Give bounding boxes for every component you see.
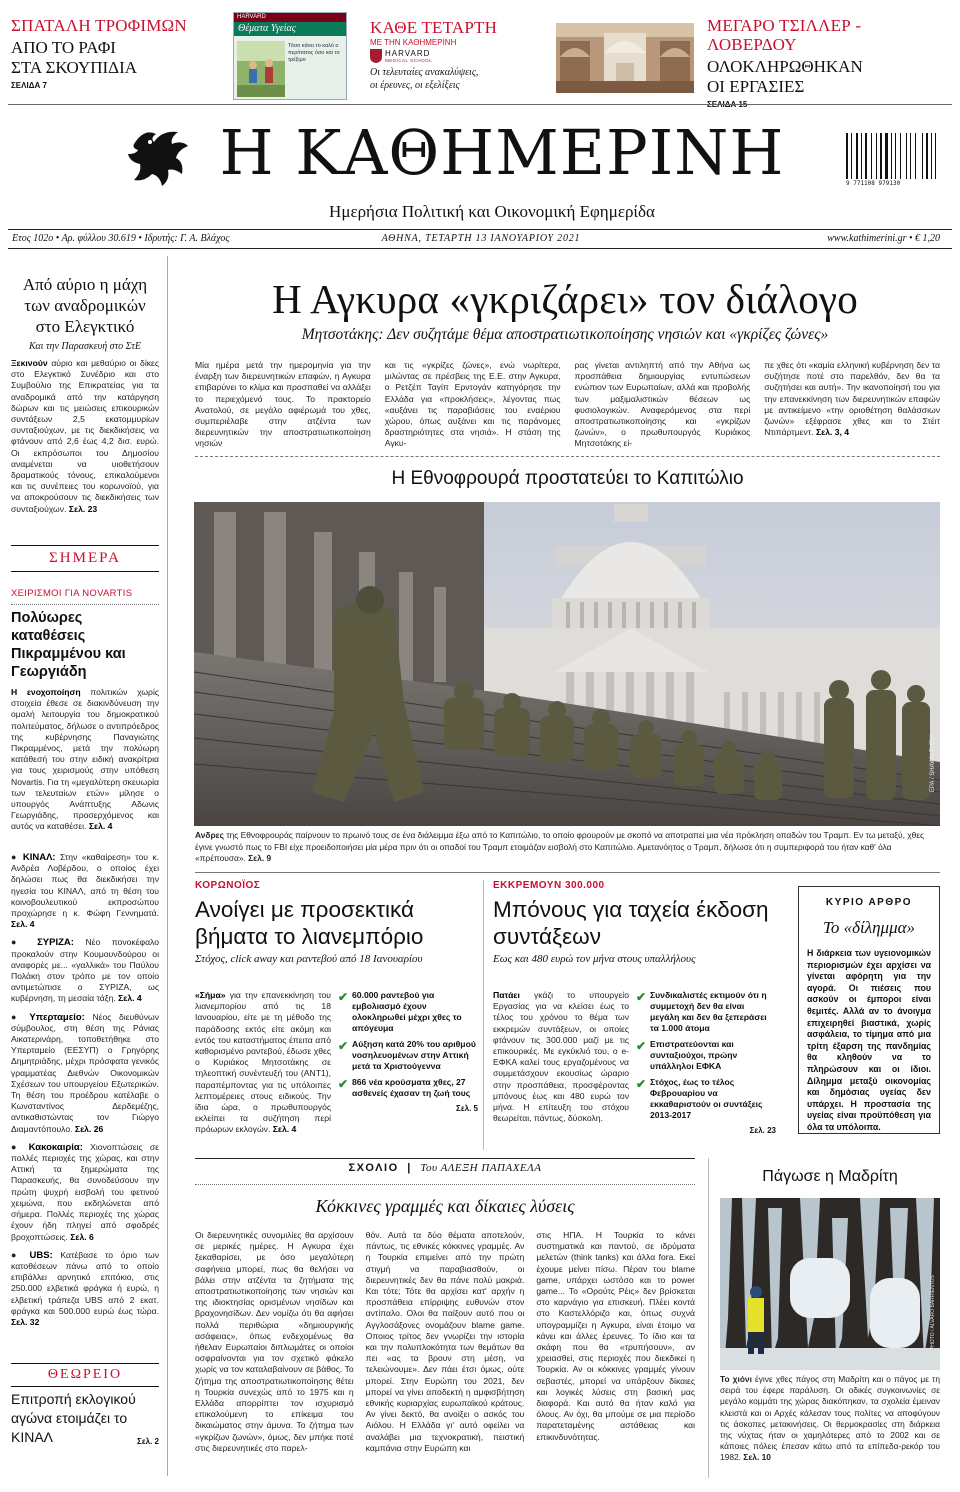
madrid-story-title[interactable]: Πάγωσε η Μαδρίτη	[762, 1168, 898, 1185]
checklist-text: Συνδικαλιστές εκτιμούν ότι η συμμετοχή δεν θα είναι μεγάλη και δεν θα ξεπεράσει τα 1.000 άτομα	[650, 990, 767, 1033]
lead-word: Ξεκινούν	[11, 358, 48, 368]
brief-head: UBS:	[29, 1249, 53, 1261]
barcode-bar	[871, 133, 872, 179]
barcode-bar	[902, 133, 905, 179]
page-ref: Σελ. 4	[272, 1124, 297, 1135]
teaser-subtitle-line: ΜΕ ΤΗΝ ΚΑΘΗΜΕΡΙΝΗ	[370, 38, 457, 47]
brief-text: Νέο πονοκέφαλο προκαλούν στην Κουμουνδούρου οι αναφορές με... «γαλλικά» του Παύλου Πολάκη στον τρόπο με τον οποίο αντιμετώπισε ο ΣΥΡΙΖΑ, ως κυβέρνηση, τη μεσαία τάξη.	[11, 937, 160, 1004]
editorial-label: ΚΥΡΙΟ ΑΡΘΡΟ	[825, 897, 913, 908]
body-text: πολιτικών χωρίς στοιχεία έθεσε σε διακινδύνευση την ομαλή λειτουργία του δημοκρατικού πολιτεύματος, δήλωσε ο αντιπρόεδρος της κυβέρνησης Παναγιώτης Πικραμμένος, μετά την πολύωρη κατάθεσή του στην ειδική ανακρίτρια για τους χειρισμούς στην υπόθεση Novartis. Για τη «μεγαλύτερη σκευωρία των τελευταίων ετών» μίλησε ο υπουργός Ανάπτυξης Αδωνις Γεωργιάδης, προσερχόμενος και αυτός να καταθέσει.	[11, 687, 159, 832]
story-headline: Ανοίγει με προσεκτικά βήματα το λιανεμπόριο	[195, 897, 424, 949]
divider	[11, 1363, 159, 1364]
comment-label-row	[195, 1162, 695, 1174]
comment-column: θόν. Αυτά τα δύο θέματα αποτελούν, πάντως, τις εθνικές κόκκινες γραμμές. Αν η Τουρκία επιμείνει από την πρώτη στιγμή να παραβιασθούν, οι διερευνητικές δεν θα πάνε πολύ μακριά. Και τότε; Τότε θα αρχίσει κατ' αρχήν η προσπάθεια επίρριψης ευθυνών στον αντίπαλο. Ολοι θα παίξουν αυτό που οι Αγγλοσάξονες ονομάζουν blame game. Οποιος τρίτος δεν γνωρίζει την ιστορία και την πολυπλοκότητα των θεμάτων θα πει «ας τα βρουν στη μέση, να τελειώνουμε». Δεν πάει έτσι όμως, ούτε μπορεί. Στην Ευρώπη του 2021, δεν μπορεί να γίνει αποδεκτή η αμφισβήτηση εθνικής κυριαρχίας ευρωπαϊκού κράτους. Αν γίνει δεκτό, θα ανοίξει ο ασκός του Αιόλου. Η Ελλάδα γι' αυτό οφείλει να αναλάβει μια τεχνοκρατική, πειστική καμπάνια στην Ευρώπη και	[365, 1230, 525, 1453]
divider	[8, 248, 952, 249]
insert-cover-brand: HARVARD	[234, 13, 346, 22]
issue-date: ΑΘΗΝΑ, ΤΕΤΑΡΤΗ 13 ΙΑΝΟΥΑΡΙΟΥ 2021	[381, 233, 581, 244]
barcode-bar	[889, 133, 890, 179]
checklist-text: 60.000 ραντεβού για εμβολιασμό έχουν ολοκληρωθεί μέχρι χθες το απόγευμα	[352, 990, 462, 1033]
checkmark-icon: ✔	[338, 1077, 349, 1091]
left-lead-story[interactable]	[11, 274, 159, 515]
editorial-body: Η διάρκεια των υγειονομικών περιορισμών έχει αρχίσει να γίνεται αφόρητη για την αγορά. Οι πιέσεις που ασκούν οι έμποροι είναι θεμιτές. Αλλά αν το άνοιγμα επιχειρηθεί βιαστικά, χωρίς ασφάλεια, το τίμημα από μια τρίτη έξαρση της πανδημίας θα κληθούν να το πληρώσουν και οι ίδιοι. Δίλημμα μεταξύ οικονομίας και δημόσιας υγείας δεν υπάρχει. Η προστασία της υγείας είναι προϋπόθεση για όλα τα υπόλοιπα.	[807, 948, 931, 1132]
story-subhead: Στόχος, click away και ραντεβού από 18 Ιανουαρίου	[195, 953, 423, 965]
story-subhead: Εως και 480 ευρώ τον μήνα στους υπαλλήλους	[493, 953, 696, 965]
barcode-number: 9 771108 979130	[846, 180, 901, 187]
teaser-text-line: Οι τελευταίες ανακαλύψεις,	[370, 67, 479, 78]
barcode-bar	[922, 133, 923, 179]
checklist-text: 866 νέα κρούσματα χθες, 27 ασθενείς έχασαν τη ζωή τους	[352, 1077, 471, 1098]
pensions-checklist	[636, 990, 776, 1135]
madrid-caption	[720, 1374, 940, 1464]
teaser-subtitle-line: ΟΙ ΕΡΓΑΣΙΕΣ	[707, 77, 805, 96]
covid-checklist	[338, 990, 478, 1113]
label-separator: |	[407, 1162, 412, 1174]
checklist-item	[636, 990, 776, 1034]
barcode-bar	[846, 133, 848, 179]
checklist-item	[338, 1039, 478, 1072]
barcode-bar	[937, 133, 938, 179]
barcode-bar	[900, 133, 901, 179]
news-brief[interactable]	[11, 1142, 159, 1243]
editorial-box[interactable]	[798, 886, 940, 1134]
frozen-madrid-photo[interactable]	[720, 1198, 940, 1370]
checkmark-icon: ✔	[636, 1077, 647, 1091]
barcode-bar	[883, 133, 884, 179]
barcode-bar	[891, 133, 893, 179]
body-text: γκάζι το υπουργείο Εργασίας για να κλείσει έως το τέλος του χρόνου το θέμα των εκκρεμών συντάξεων, οι οποίες φτάνουν τις 300.000 μαζί με τις επικουρικές. Με εγκύκλιό του, ο e-ΕΦΚΑ καλεί τους εργαζομένους να συμμετάσχουν εκουσίως ώραριο στην προσπάθεια, προσφέροντας μπόνους έως και 480 ευρώ τον μήνα. Η επίτευξη του στόχου θεωρείται, πάντως, δύσκολη.	[493, 990, 629, 1124]
page-ref: Σελ. 23	[68, 503, 98, 514]
harvard-brand-sub: MEDICAL SCHOOL	[385, 58, 433, 63]
insert-cover-thumbnail[interactable]	[233, 12, 347, 100]
news-brief[interactable]	[11, 937, 159, 1004]
bullet-icon: ●	[11, 852, 23, 862]
divider	[195, 456, 940, 457]
photo-credit: EPA / SHAWN THEW	[930, 734, 936, 792]
story-headline: Μπόνους για ταχεία έκδοση συντάξεων	[493, 897, 769, 949]
story-headline: Επιτροπή εκλογικού αγώνα ετοιμάζει το ΚΙΝΑΛ	[11, 1391, 136, 1445]
divider	[11, 604, 159, 605]
barcode-bar	[853, 133, 855, 179]
pensions-story[interactable]	[493, 880, 783, 965]
teaser-subtitle-line: ΣΤΑ ΣΚΟΥΠΙΔΙΑ	[11, 58, 138, 77]
teaser-page-ref: ΣΕΛΙΔΑ 7	[11, 81, 47, 90]
bullet-icon: ●	[11, 937, 38, 948]
lead-word: Η ενοχοποίηση	[11, 687, 81, 697]
barcode-bar	[906, 133, 907, 179]
section-label-today: ΣΗΜΕΡΑ	[49, 550, 121, 566]
capitol-national-guard-photo[interactable]	[194, 502, 940, 826]
insert-cover-text: Τόσο κάνει το καλό ο περίπατος όσο και το τρέξιμο	[288, 43, 340, 63]
left-lead-body	[11, 358, 159, 515]
page-ref: Σελ. 6	[70, 1231, 94, 1242]
bullet-icon: ●	[11, 1141, 29, 1152]
story-headline: Πολύωρες καταθέσεις Πικραμμένου και Γεωργιάδη	[11, 610, 126, 680]
checklist-item	[636, 1039, 776, 1072]
divider	[195, 1184, 695, 1185]
barcode-bar	[878, 133, 879, 179]
comment-author: Του ΑΛΕΞΗ ΠΑΠΑΧΕΛΑ	[420, 1162, 542, 1174]
page-ref: Σελ. 5	[456, 1104, 478, 1113]
comment-column: στις ΗΠΑ. Η Τουρκία το κάνει συστηματικά και παντού, σε ιδρύματα μελετών (think tanks) και άλλα fora. Εκεί έχουμε μείνει πίσω. Πέραν του blame game, υπάρχει ωστόσο και το power game... Το «Ορούτς Ρέις» δεν βρίσκεται στο καρνάγιο για επισκευή. Πλέει κοντά στο Καστελλόριζο και, όπως συχνά υπογραμμίζει η Αγκυρα, είναι έτοιμο να κάνει και άλλες έρευνες. Το ίδιο και τα σκάφη που θα «τρυπήσουν», αν χρειασθεί, στις περιοχές που διεκδικεί η Τουρκία. Αν οι κόκκινες γραμμές γίνουν σεβαστές, μπορεί να υπάρξουν δίκαιες και λογικές λύσεις στη βασική μας διαφορά. Και αυτό θα ήταν καλό για όλους. Αν όχι, θα μπούμε σε μια περίοδο παρατεταμένης αστάθειας και επικινδυνότητας.	[536, 1230, 696, 1442]
story-kicker: ΚΟΡΩΝΟΪΟΣ	[195, 880, 261, 891]
brief-text: Στην «καθαίρεση» του κ. Ανδρέα Λοβέρδου, ο οποίος έχει δηλώσει πως θα διεκδικήσει την ηγεσία του ΚΙΝΑΛ, από τη θέση του κοινοβουλευτικού εκπροσώπου προχώρησε η κ. Φώφη Γεννηματά.	[11, 852, 160, 919]
comment-columns	[195, 1230, 695, 1454]
photo-caption	[195, 830, 940, 865]
body-text: πε χθες ότι «καμία ελληνική κυβέρνηση δεν τα συζήτησε ποτέ στο παρελθόν, δεν θα τα συζητήσει και αυτή». Την ικανοποίησή του για την επανεκκίνηση των διερευνητικών επαφών με αντικείμενο «την οριοθέτηση θαλάσσιων ζωνών» εξέφρασε χθες και το Στέιτ Ντιπάρτμεντ.	[764, 360, 940, 438]
news-brief[interactable]	[11, 1250, 159, 1328]
divider	[11, 545, 159, 546]
brief-head: Κακοκαιρία:	[28, 1141, 83, 1153]
story-kicker: ΧΕΙΡΙΣΜΟΙ ΓΙΑ NOVARTIS	[11, 588, 133, 599]
teaser-harvard[interactable]	[370, 18, 540, 98]
barcode-bar	[926, 133, 928, 179]
main-story-column	[764, 360, 940, 450]
barcode-bar	[897, 133, 899, 179]
barcode-bar	[910, 133, 912, 179]
news-briefs	[11, 852, 159, 1335]
barcode-bar	[861, 133, 862, 179]
harvard-brand: HARVARD	[385, 49, 431, 58]
body-text: ρας γίνεται αντιληπτή από την Αθήνα ως προσπάθεια δημιουργίας εντυπώσεων ενώπιον των Ευρωπαίων, αλλά και προβολής των μαξιμαλιστικών θέσεων ως φυσιολογικών. Αναφερόμενος στα περί αποστρατιωτικοποίησης και «γκρίζων ζωνών», ο πρωθυπουργός Κυριάκος Μητσοτάκης εί-	[574, 360, 751, 449]
covid-body	[195, 990, 331, 1136]
divider	[11, 1386, 159, 1387]
section-label-theory: ΘΕΩΡΕΙΟ	[47, 1367, 123, 1382]
barcode-bar	[876, 133, 877, 179]
barcode-bar	[849, 133, 850, 179]
harvard-shield-icon	[370, 49, 382, 63]
photo-story-title[interactable]: Η Εθνοφρουρά προστατεύει το Καπιτώλιο	[391, 468, 744, 489]
page-ref: Σελ. 9	[248, 853, 272, 863]
body-text: αύριο και μεθαύριο οι δίκες στο Ελεγκτικό Συνέδριο και στο Συμβούλιο της Επικρατείας για τα αναδρομικά από την κατάργηση δώρων και τις μειώσεις επικουρικών συντάξεων 2,5 εκατομμυρίων συνταξιούχων, με τις διεκδικήσεις να φτάνουν από 2,6 έως 4,2 δισ. ευρώ. Οι εκπρόσωποι του Δημοσίου αναμένεται να υιοθετήσουν δραματικούς τόνους, επικαλούμενοι και τις συνέπειες του κορωνοϊού, για να αποκρούσουν τις διεκδικήσεις των συνταξιούχων.	[11, 358, 160, 514]
barcode-bar	[885, 133, 888, 179]
checklist-item	[636, 1077, 776, 1121]
page-ref: Σελ. 26	[74, 1123, 104, 1134]
news-brief[interactable]	[11, 852, 159, 930]
body-text: και τις «γκρίζες ζώνες», ενώ νωρίτερα, μιλώντας σε πρέσβεις της Ε.Ε. στην Αγκυρα, ο Ρετζέπ Ταγίπ Ερντογάν κατηγόρησε την Ελλάδα για «προκλήσεις», λέγοντας πως «αυξάνει τις παραβιάσεις του εναέριου χώρου, όπως αυξάνει και τις παράνομες δραστηριότητες στα νησιά». Η στάση της Αγκυ-	[384, 360, 561, 449]
brief-head: ΣΥΡΙΖΑ:	[37, 937, 74, 949]
editorial-title: Το «δίλημμα»	[822, 918, 916, 937]
column-divider	[483, 880, 484, 1150]
comment-label: ΣΧΟΛΙΟ	[348, 1162, 399, 1174]
page-ref: Σελ. 3, 4	[815, 427, 850, 438]
teaser-food-waste[interactable]	[11, 16, 201, 96]
barcode-bar	[912, 133, 914, 179]
barcode-bar	[880, 133, 882, 179]
body-text: Μία ημέρα μετά την ημερομηνία για την έναρξη των διερευνητικών επαφών, η Αγκυρα επιβαρύνει το κλίμα και προσπαθεί να αλλάξει το περιεχόμενό τους. Το πρακτορείο Ανατολού, σε μεγάλο αφιέρωμά του χθες, συμπεριέλαβε στην ατζέντα των διερευνητικών την αποστρατιωτικοποίηση νησιών	[195, 360, 371, 449]
pensions-body	[493, 990, 629, 1124]
barcode-bar	[893, 133, 894, 179]
caption-text: της Εθνοφρουράς παίρνουν το πρωινό τους σε ένα διάλειμμα έξω από το Καπιτώλιο, το οποίο φρουρούν με σκοπό να αποτραπεί μια νέα πρόκληση οπαδών του Τραμπ. Εν τω μεταξύ, χθες έγινε γνωστό πως το FBI είχε προειδοποιήσει μία μέρα πριν ότι οι οπαδοί του Τραμπ ετοιμάζαν εισβολή στο Καπιτώλιο. Αμετανόητος ο Τραμπ, δήλωσε ότι η συμπεριφορά του ήταν καθ' όλα «πρέπουσα».	[195, 830, 925, 863]
mansion-interior-photo[interactable]	[556, 23, 694, 93]
main-story-columns	[195, 360, 940, 450]
issue-info: Ετος 102ο • Αρ. φύλλου 30.619 • Ιδρυτής: Γ. Α. Βλάχος	[12, 233, 230, 244]
left-lead-subhead: Και την Παρασκευή στο ΣτΕ	[29, 341, 141, 352]
news-brief[interactable]	[11, 1012, 159, 1135]
story-body	[11, 687, 159, 833]
divider	[195, 1158, 695, 1159]
column-divider	[167, 256, 168, 1476]
teaser-title-line: ΚΑΘΕ ΤΕΤΑΡΤΗ	[370, 18, 498, 37]
page-ref: Σελ. 2	[137, 1437, 159, 1446]
main-story-column	[575, 360, 751, 450]
photo-credit: AP PHOTO / ALVARO BARRIENTOS	[930, 1275, 936, 1358]
column-divider	[708, 1158, 709, 1478]
barcode-bar	[873, 133, 876, 179]
teaser-text-line: οι έρευνες, οι εξελίξεις	[370, 80, 460, 91]
barcode-bar	[929, 133, 930, 179]
website-price: www.kathimerini.gr • € 1,20	[827, 233, 940, 244]
barcode-bar	[917, 133, 918, 179]
page-ref: Σελ. 23	[749, 1126, 776, 1135]
comment-column: Οι διερευνητικές συνομιλίες θα αρχίσουν σε μερικές ημέρες. Η Αγκυρα έχει ξεκαθαρίσει, με όσο μεγαλύτερη σαφήνεια μπορεί, πως θα θελήσει να βάλει στην ατζέντα τα ζητήματα της αποστρατιωτικοποίησης των νησιών και της ιδιοκτησίας ορισμένων νησίδων και βραχονησίδων. Δεν νομίζω ότι θα αφήσει πολλά περιθώρια «δημιουργικής ασάφειας», όπως ενδεχομένως θα ήθελαν Ευρωπαίοι διπλωμάτες οι οποίοι οσφραίνονται για τον σχετικό φάκελο χωρίς να τον καταλαβαίνουν σε βάθος. Το ζήτημα της αποστρατιωτικοποίησης θέτει η Τουρκία συνεχώς από το 1975 και η Ελλάδα απορρίπτει τον ισχυρισμό επικαλούμενη το επίκειμα του δικαιώματος στην άμυνα. Το ζήτημα των «γκρίζων ζωνών», όμως, δεν μπήκε ποτέ στις διερευνητικές στο παρελ-	[195, 1230, 354, 1453]
barcode-bar	[856, 133, 859, 179]
story-kicker: ΕΚΚΡΕΜΟΥΝ 300.000	[493, 880, 605, 891]
divider	[8, 104, 952, 105]
divider	[11, 571, 159, 572]
checkmark-icon: ✔	[338, 1039, 349, 1053]
checkmark-icon: ✔	[338, 990, 349, 1004]
left-lead-headline: Από αύριο η μάχη των αναδρομικών στο Ελεγκτικό	[22, 275, 148, 336]
main-subhead: Μητσοτάκης: Δεν συζητάμε θέμα αποστρατιωτικοποίησης νησιών και «γκρίζες ζώνες»	[301, 326, 829, 343]
barcode-bar	[865, 133, 867, 179]
barcode-bar	[868, 133, 870, 179]
divider	[8, 229, 952, 230]
caption-lead: Το χιόνι	[720, 1374, 752, 1384]
body-text: για την επανεκκίνηση του λιανεμπορίου από τις 18 Ιανουαρίου, είτε με τη μέθοδο της παράδοσης εκτός είτε ακόμη και εντός του καταστήματος έπειτα από καθορισμένο ραντεβού, έδωσε χθες ο Κυριάκος Μητσοτάκης σε τηλεοπτική συνέντευξή του (ΑΝΤ1), παραπέμποντας για τις υπόλοιπες λεπτομέρειες στους ειδικούς. Την ίδια ώρα, ο πρωθυπουργός εκλείπει τα συζήτηση περί πρόωρων εκλογών.	[195, 990, 331, 1135]
barcode-bar	[851, 133, 852, 179]
novartis-story[interactable]	[11, 588, 159, 833]
checkmark-icon: ✔	[636, 990, 647, 1004]
checkmark-icon: ✔	[636, 1039, 647, 1053]
brief-head: ΚΙΝΑΛ:	[22, 852, 56, 863]
griffin-logo-icon	[126, 124, 196, 190]
bullet-icon: ●	[11, 1249, 30, 1260]
lead-word: Πατάει	[493, 990, 520, 1000]
insert-cover-photo	[237, 41, 285, 97]
bullet-icon: ●	[11, 1011, 30, 1022]
checklist-item	[338, 1077, 478, 1099]
page-ref: Σελ. 4	[118, 993, 142, 1004]
barcode-bar	[932, 133, 934, 179]
brief-text: Νέος διευθύνων σύμβουλος, στη θέση της Ράνιας Αικατερινάρη, τοποθετήθηκε στο Υπερταμείο (ΕΕΣΥΠ) ο Γρηγόρης Δημητριάδης, μέχρι πρόσφατα γενικός γραμματέας Διεθνών Οικονομικών Σχέσεων του υπουργείου Εξωτερικών. Τη θέση του προέδρου κατέλαβε ο Κωνσταντίνος Δερδεμέζης, αντικαθιστώντας τον Γιώργο Διαμαντόπουλο.	[11, 1011, 160, 1134]
divider	[195, 872, 940, 873]
barcode-bar	[908, 133, 909, 179]
harvard-logo	[370, 49, 540, 63]
teaser-title-line: ΣΠΑΤΑΛΗ ΤΡΟΦΙΜΩΝ	[11, 16, 187, 35]
brief-head: Υπερταμείο:	[29, 1011, 85, 1023]
main-headline[interactable]: Η Αγκυρα «γκριζάρει» τον διάλογο	[272, 276, 858, 322]
masthead-title: Η ΚΑΘΗΜΕΡΙΝΗ	[219, 116, 785, 189]
page-ref: Σελ. 4	[11, 919, 35, 930]
page-ref: Σελ. 32	[11, 1316, 40, 1327]
main-story-column	[195, 360, 371, 450]
teaser-subtitle-line: ΑΠΟ ΤΟ ΡΑΦΙ	[11, 38, 116, 57]
barcode-bar	[863, 133, 864, 179]
barcode-bar	[935, 133, 936, 179]
masthead-subtitle: Ημερήσια Πολιτική και Οικονομική Εφημερίδα	[329, 202, 655, 221]
lead-word: «Σήμα»	[195, 990, 226, 1000]
teaser-tsiller-mansion[interactable]	[707, 16, 947, 96]
checklist-text: Επιστρατεύονται και συνταξιούχοι, πρώην υπάλληλοι ΕΦΚΑ	[650, 1039, 738, 1071]
checklist-item	[338, 990, 478, 1034]
barcode-bar	[915, 133, 916, 179]
checklist-text: Στόχος, έως το τέλος Φεβρουαρίου να εκκαθαριστούν οι συντάξεις 2013-2017	[650, 1077, 763, 1120]
teaser-subtitle-line: ΟΛΟΚΛΗΡΩΘΗΚΑΝ	[707, 57, 863, 76]
barcode-bar	[859, 133, 860, 179]
barcode	[846, 133, 938, 193]
barcode-bar	[931, 133, 932, 179]
barcode-bar	[895, 133, 896, 179]
caption-lead: Ανδρες	[195, 830, 224, 840]
brief-text: Κατέβασε το όριο των κατοθέσεων πάνω από το οποίο επιβάλλει αρνητικό επιτόκιο, στις 250.000 ελβετικά φράγκα ή ευρώ, η ελβετική τράπεζα UBS από 2 εκατ. φράγκα και 500.000 ευρώ έως τώρα.	[11, 1249, 159, 1316]
teaser-title-line: ΜΕΓΑΡΟ ΤΣΙΛΛΕΡ - ΛΟΒΕΡΔΟΥ	[707, 16, 862, 54]
checklist-text: Αύξηση κατά 20% του αριθμού νοσηλευομένων στην Αττική μετά τα Χριστούγεννα	[352, 1039, 476, 1071]
insert-cover-title: Θέματα Υγείας	[234, 22, 346, 36]
brief-text: Χιονοπτώσεις σε πολλές περιοχές της χώρας, και στην Αττική τα ξημερώματα της Παρασκευής, θα συνοδεύσουν την πρώτη ψυχρή εισβολή του φετινού χειμώνα, που εκδηλώνεται από σήμερα. Πολλές περιοχές της χώρας έχουν ήδη πληγεί από σφοδρές βροχοπτώσεις.	[11, 1141, 160, 1242]
caption-text: έγινε χθες πάγος στη Μαδρίτη και ο πάγος με τη σειρά του έφερε παράλυση. Οι οδικές συγκοινωνίες σε μεγάλο κομμάτι της χώρας διακόπηκαν, τα σχολεία έμειναν κλειστά και οι Αρχές κάλεσαν τους πολίτες να αποφύγουν τις άσκοπες μετακινήσεις. Οι θερμοκρασίες στη διάρκεια της νύχτας ήταν οι χαμηλότερες από το 2002 και σε κάποιες πόλεις έπεσαν κάτω από τα επίπεδα-ρεκόρ του 1982.	[720, 1374, 940, 1463]
main-story-column	[385, 360, 561, 450]
theory-story[interactable]	[11, 1390, 159, 1446]
barcode-bar	[924, 133, 925, 179]
covid-story[interactable]	[195, 880, 477, 965]
page-ref: Σελ. 4	[88, 821, 113, 832]
page-ref: Σελ. 10	[743, 1452, 771, 1463]
comment-title[interactable]: Κόκκινες γραμμές και δίκαιες λύσεις	[315, 1196, 575, 1216]
